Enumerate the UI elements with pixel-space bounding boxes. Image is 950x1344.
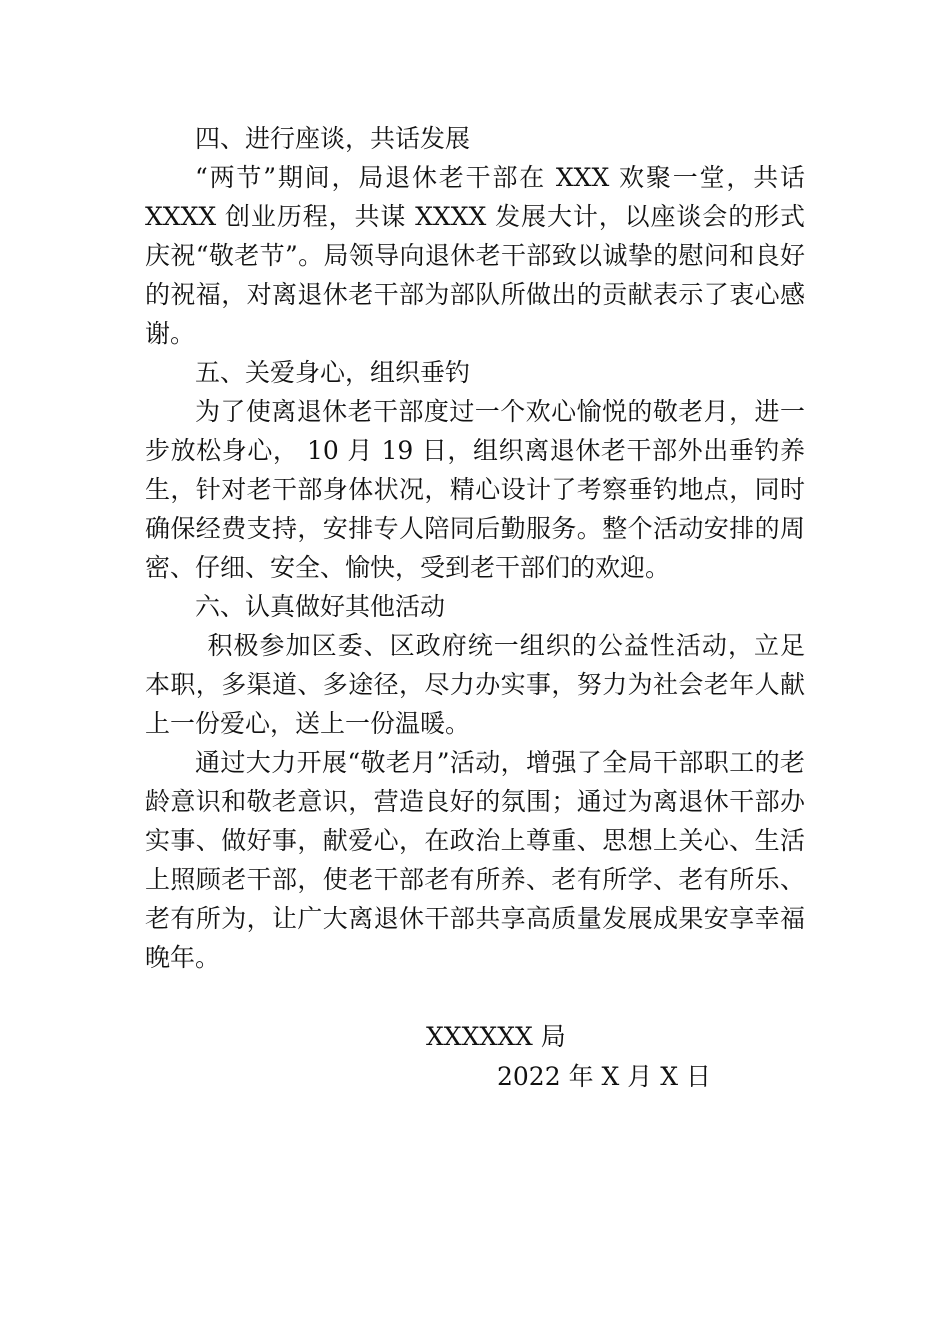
section-heading-4: 四、进行座谈，共话发展	[195, 124, 471, 153]
section-heading-5: 五、关爱身心，组织垂钓	[195, 358, 471, 387]
paragraph-public-activities: 积极参加区委、区政府统一组织的公益性活动，立足本职，多渠道、多途径，尽力办实事，努力为社会老年人献上一份爱心，送上一份温暖。	[145, 631, 805, 738]
document-body	[145, 119, 805, 977]
section-heading-6: 六、认真做好其他活动	[195, 592, 446, 621]
paragraph-conclusion: 通过大力开展“敬老月”活动，增强了全局干部职工的老龄意识和敬老意识，营造良好的氛围；通过为离退休干部办实事、做好事，献爱心，在政治上尊重、思想上关心、生活上照顾老干部，使老干部老有所养、老有所学、老有所乐、老有所为，让广大离退休干部共享高质量发展成果安享幸福晚年。	[145, 748, 805, 972]
signature-organization: XXXXXX 局	[426, 1022, 566, 1051]
paragraph-fishing: 为了使离退休老干部度过一个欢心愉悦的敬老月，进一步放松身心， 10 月 19 日，组织离退休老干部外出垂钓养生，针对老干部身体状况，精心设计了考察垂钓地点，同时确保经费支持，安排专人陪同后勤服务。整个活动安排的周密、仔细、安全、愉快，受到老干部们的欢迎。	[145, 397, 805, 582]
signature-date: 2022 年 X 月 X 日	[497, 1062, 711, 1091]
paragraph-symposium: “两节”期间，局退休老干部在 XXX 欢聚一堂，共话 XXXX 创业历程，共谋 XXXX 发展大计，以座谈会的形式庆祝“敬老节”。局领导向退休老干部致以诚挚的慰问和良好的祝福，对离退休老干部为部队所做出的贡献表示了衷心感谢。	[145, 163, 805, 348]
